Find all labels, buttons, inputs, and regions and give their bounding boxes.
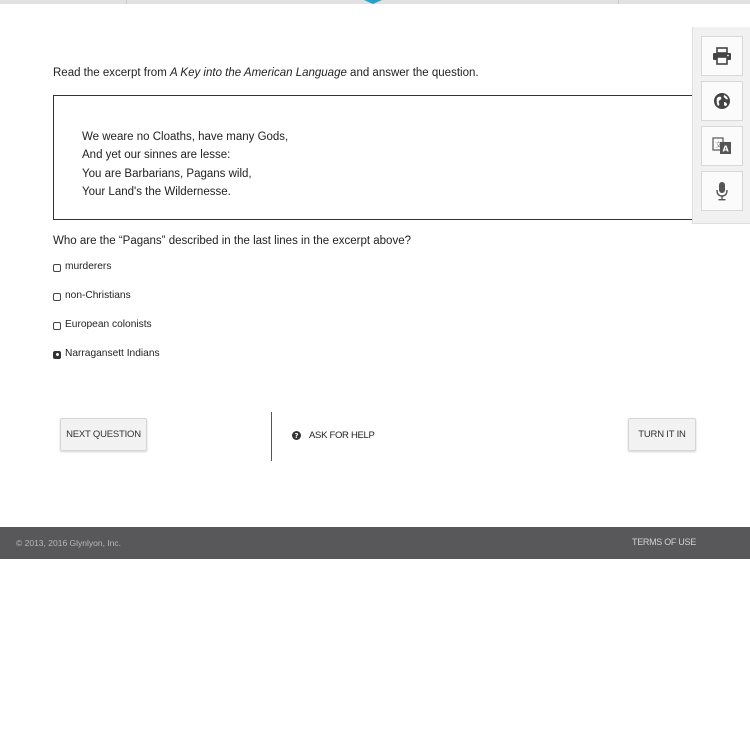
answer-option-label: murderers: [65, 261, 112, 272]
answer-option-label: non-Christians: [65, 290, 131, 301]
answer-option-2[interactable]: [53, 290, 131, 301]
excerpt-line: You are Barbarians, Pagans wild,: [82, 167, 252, 180]
ask-for-help-button[interactable]: [292, 430, 375, 441]
radio-button[interactable]: [53, 264, 61, 272]
translate-icon: [712, 136, 732, 156]
svg-text:A: A: [722, 144, 729, 154]
answer-option-label: Narragansett Indians: [65, 348, 160, 359]
language-button[interactable]: [701, 81, 743, 121]
answer-option-3[interactable]: [53, 319, 152, 330]
answer-option-4[interactable]: [53, 348, 160, 359]
question-text: Who are the “Pagans” described in the last lines in the excerpt above?: [53, 235, 411, 247]
tools-panel: [692, 27, 750, 224]
radio-button[interactable]: [53, 293, 61, 301]
question-circle-icon: ?: [292, 431, 301, 440]
next-question-button[interactable]: NEXT QUESTION: [60, 418, 147, 451]
action-divider: [271, 412, 272, 461]
svg-text:文: 文: [715, 141, 722, 149]
excerpt-line: Your Land's the Wildernesse.: [82, 185, 231, 198]
answer-option-label: European colonists: [65, 319, 152, 330]
radio-button[interactable]: [53, 322, 61, 330]
text-to-speech-button[interactable]: [701, 171, 743, 211]
excerpt-source-title: A Key into the American Language: [169, 67, 347, 79]
excerpt-line: And yet our sinnes are lesse:: [82, 149, 231, 162]
terms-of-use-link[interactable]: TERMS OF USE: [632, 537, 696, 547]
progress-segment-divider: [126, 0, 127, 4]
current-question-marker: [364, 0, 382, 4]
translate-button[interactable]: [701, 126, 743, 166]
turn-it-in-button[interactable]: TURN IT IN: [628, 418, 696, 451]
print-icon: [712, 47, 732, 65]
microphone-icon: [715, 181, 729, 201]
answer-option-1[interactable]: [53, 261, 111, 272]
excerpt-line: We weare no Cloaths, have many Gods,: [82, 131, 289, 143]
question-prompt: Read the excerpt from A Key into the American Language and answer the question.: [53, 67, 479, 79]
progress-strip: [0, 0, 750, 4]
page-footer: [0, 527, 750, 559]
excerpt-box: [53, 95, 703, 220]
radio-button-selected[interactable]: [53, 351, 61, 359]
ask-for-help-label: ASK FOR HELP: [309, 430, 375, 441]
copyright-text: © 2013, 2016 Glynlyon, Inc.: [16, 538, 122, 548]
globe-icon: [713, 92, 731, 110]
progress-segment-divider: [618, 0, 619, 4]
print-button[interactable]: [701, 36, 743, 76]
